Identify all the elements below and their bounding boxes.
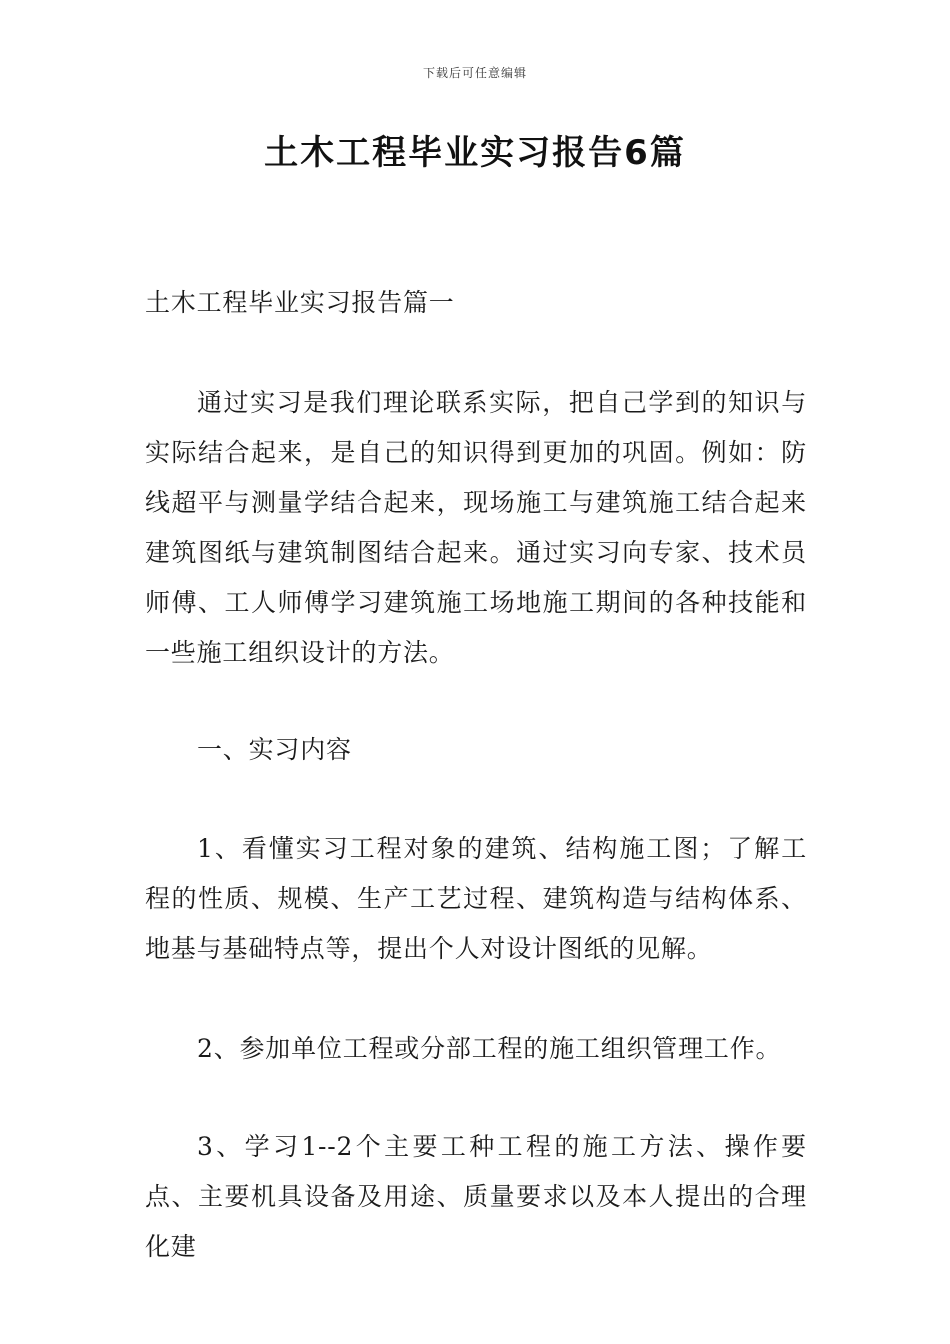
list-item: 1、看懂实习工程对象的建筑、结构施工图；了解工程的性质、规模、生产工艺过程、建筑构造与结构体系、地基与基础特点等，提出个人对设计图纸的见解。 [145,834,807,963]
paragraph: 通过实习是我们理论联系实际，把自己学到的知识与实际结合起来，是自己的知识得到更加的巩固。例如：防线超平与测量学结合起来，现场施工与建筑施工结合起来建筑图纸与建筑制图结合起来。通过实习向专家、技术员师傅、工人师傅学习建筑施工场地施工期间的各种技能和一些施工组织设计的方法。 [145,388,807,667]
document-title: 土木工程毕业实习报告6篇 [264,133,686,173]
list-item: 2、参加单位工程或分部工程的施工组织管理工作。 [197,1034,782,1063]
section-heading: 土木工程毕业实习报告篇一 [145,288,455,317]
page-header-note: 下载后可任意编辑 [422,66,527,80]
subheading: 一、实习内容 [197,735,352,764]
list-item: 3、学习1--2个主要工种工程的施工方法、操作要点、主要机具设备及用途、质量要求以及本人提出的合理化建 [145,1132,807,1261]
